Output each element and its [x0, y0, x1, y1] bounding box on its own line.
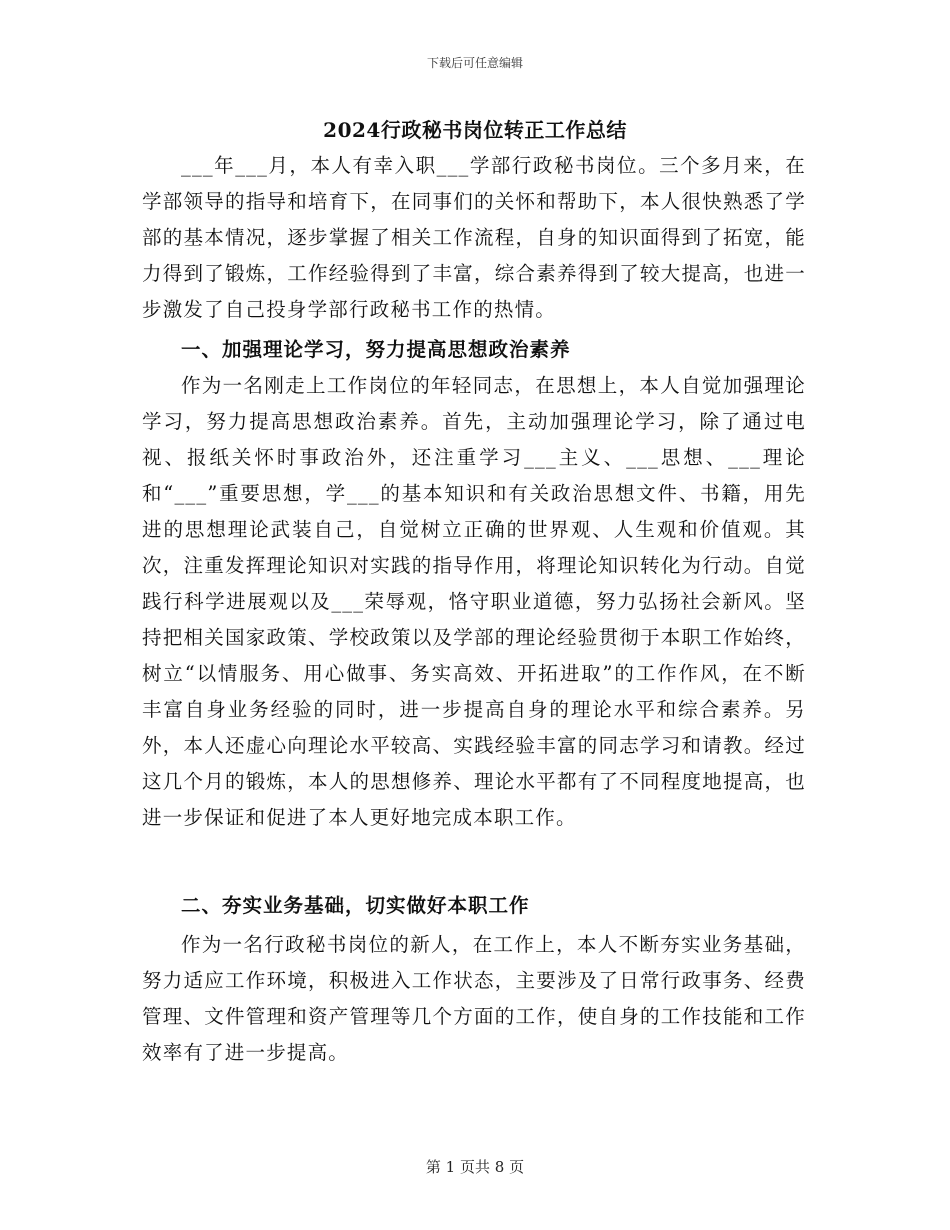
- header-note: 下载后可任意编辑: [426, 56, 523, 70]
- section-2-paragraph: [142, 927, 806, 1071]
- paragraph-text: 作为一名行政秘书岗位的新人，在工作上，本人不断夯实业务基础，努力适应工作环境，积极进入工作状态，主要涉及了日常行政事务、经费管理、文件管理和资产管理等几个方面的工作，使自身的工作技能和工作效率有了进一步提高。: [142, 933, 806, 1064]
- section-heading-1: [142, 332, 806, 368]
- paragraph-text: ___年___月，本人有幸入职___学部行政秘书岗位。三个多月来，在学部领导的指导和培育下，在同事们的关怀和帮助下，本人很快熟悉了学部的基本情况，逐步掌握了相关工作流程，自身的知识面得到了拓宽，能力得到了锻炼，工作经验得到了丰富，综合素养得到了较大提高，也进一步激发了自己投身学部行政秘书工作的热情。: [142, 154, 806, 321]
- section-heading-text: 一、加强理论学习，努力提高思想政治素养: [181, 338, 571, 361]
- section-1-paragraph: [142, 368, 806, 836]
- section-heading-2: [142, 888, 806, 924]
- page-footer: 第 1 页共 8 页: [425, 1158, 525, 1176]
- document-title: 2024行政秘书岗位转正工作总结: [323, 118, 627, 142]
- intro-paragraph: [142, 148, 806, 328]
- paragraph-text: 作为一名刚走上工作岗位的年轻同志，在思想上，本人自觉加强理论学习，努力提高思想政治素养。首先，主动加强理论学习，除了通过电视、报纸关怀时事政治外，还注重学习___主义、___思想、___理论和“___”重要思想，学___的基本知识和有关政治思想文件、书籍，用先进的思想理论武装自己，自觉树立正确的世界观、人生观和价值观。其次，注重发挥理论知识对实践的指导作用，将理论知识转化为行动。自觉践行科学进展观以及___荣辱观，恪守职业道德，努力弘扬社会新风。坚持把相关国家政策、学校政策以及学部的理论经验贯彻于本职工作始终，树立“以情服务、用心做事、务实高效、开拓进取”的工作作风，在不断丰富自身业务经验的同时，进一步提高自身的理论水平和综合素养。另外，本人还虚心向理论水平较高、实践经验丰富的同志学习和请教。经过这几个月的锻炼，本人的思想修养、理论水平都有了不同程度地提高，也进一步保证和促进了本人更好地完成本职工作。: [142, 374, 806, 829]
- section-heading-text: 二、夯实业务基础，切实做好本职工作: [181, 894, 530, 917]
